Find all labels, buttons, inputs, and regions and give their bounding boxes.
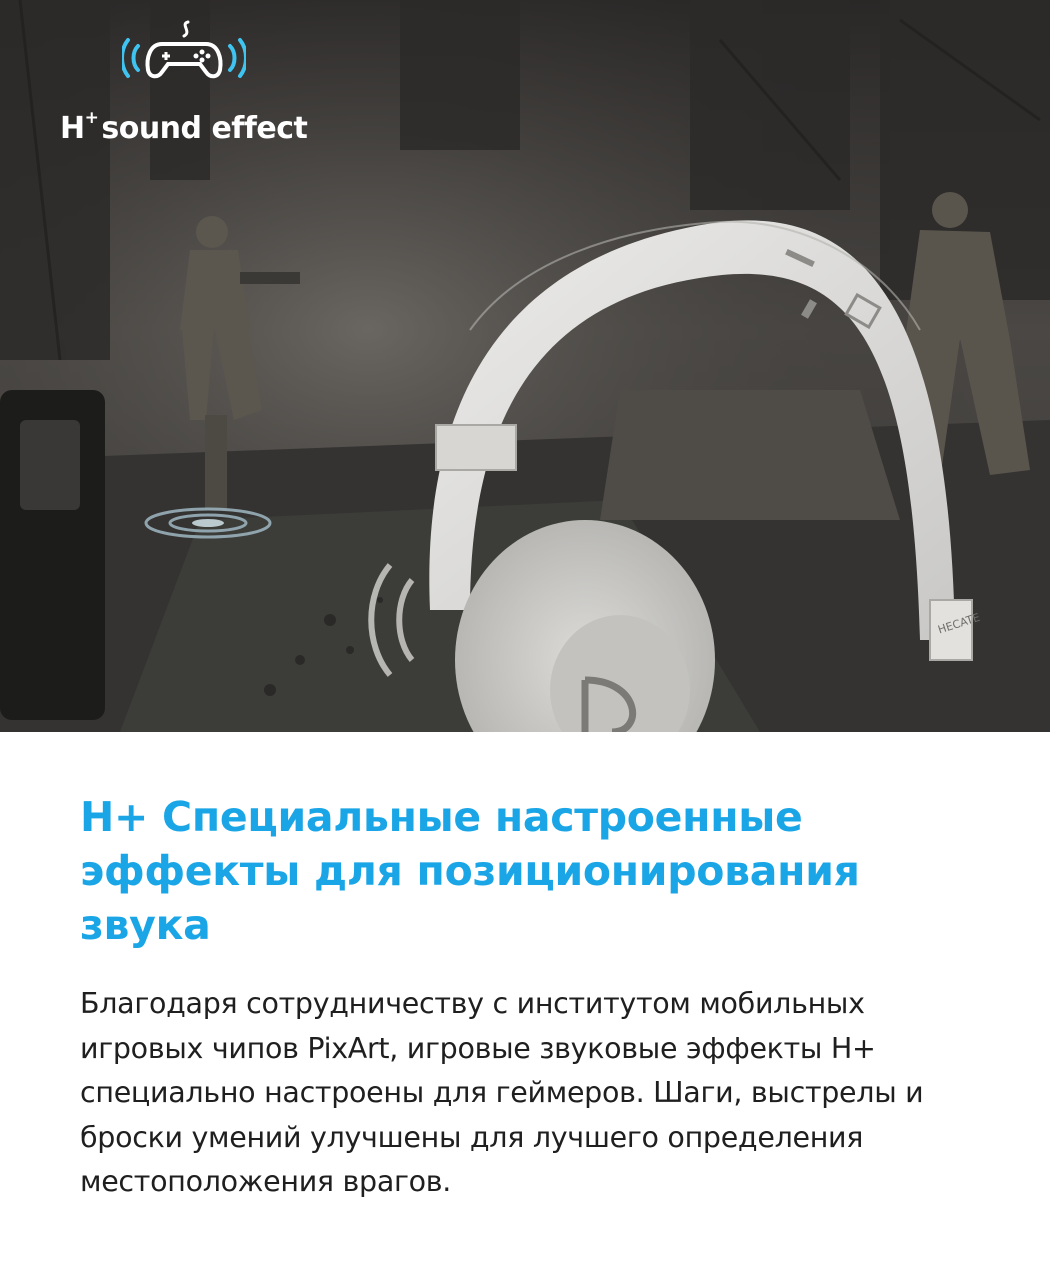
badge-plus: + — [84, 108, 99, 128]
body-paragraph: Благодаря сотрудничеству с институтом мобильных игровых чипов PixArt, игровые звуковые эффекты H+ специально настроены для геймеров. Шаги, выстрелы и броски умений улучшены для лучшего определения местоположения врагов. — [80, 987, 924, 1198]
badge-sound-effect: sound effect — [101, 111, 308, 146]
badge-title — [60, 108, 308, 146]
gamepad-sound-icon — [122, 18, 246, 84]
hecate-brand-text: HECATE — [936, 610, 982, 637]
content-section — [80, 790, 980, 1205]
headline: H+ Специальные настроенные эффекты для позиционирования звука — [80, 793, 860, 949]
h-plus-badge — [60, 18, 330, 148]
badge-h: H — [60, 111, 85, 146]
